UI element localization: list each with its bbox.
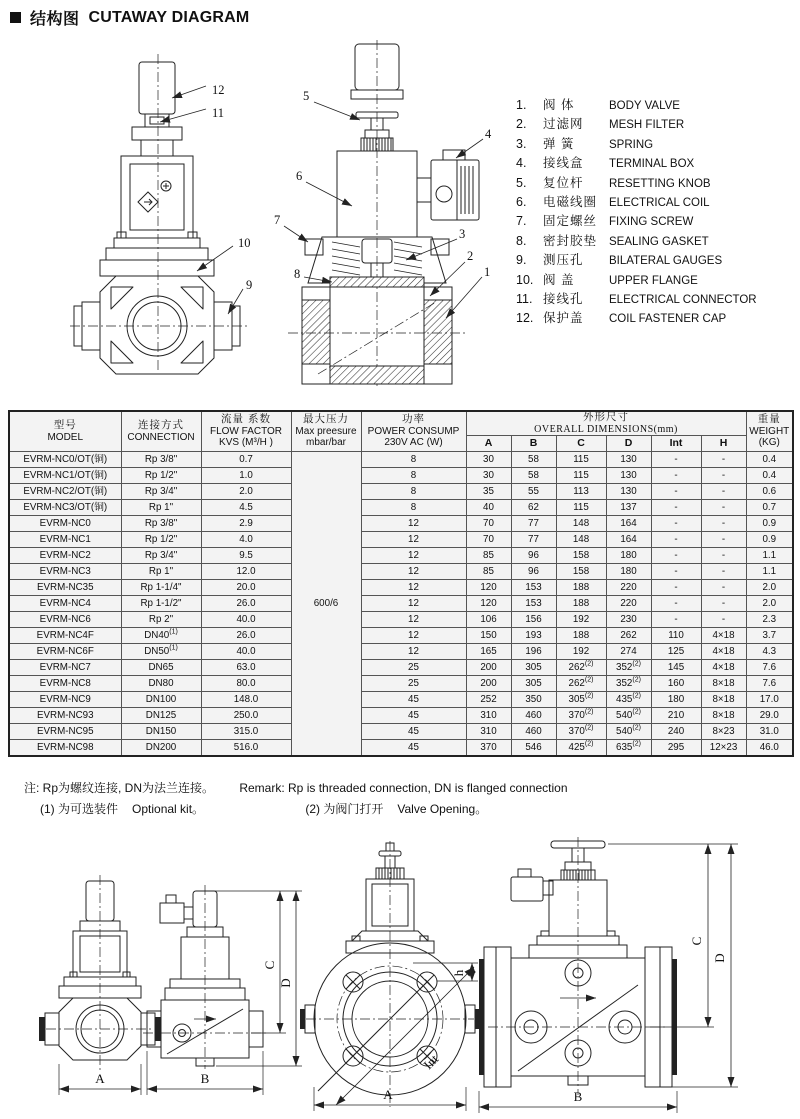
callout-7: 7 [274, 213, 281, 227]
valve-cutaway-section-drawing [274, 40, 492, 386]
col-connection: 连接方式 CONNECTION [121, 411, 201, 452]
cutaway-diagram-section [0, 36, 800, 406]
col-dim-d: D [606, 436, 651, 452]
part-item: 8. 密封胶垫 SEALING GASKET [516, 233, 709, 248]
col-dim-a: A [466, 436, 511, 452]
table-row: EVRM-NC1 Rp 1/2" 4.0 12 70 77 148 164 - - 0.9 [9, 532, 793, 548]
table-row: EVRM-NC0 Rp 3/8" 2.9 12 70 77 148 164 - - 0.9 [9, 516, 793, 532]
callout-12: 12 [212, 83, 225, 97]
parts-list [516, 96, 798, 329]
spec-table-section [8, 410, 792, 757]
col-group-dimensions: 外形尺寸 OVERALL DIMENSIONS(mm) [466, 411, 746, 436]
table-row: EVRM-NC1/OT(铜) Rp 1/2" 1.0 8 30 58 115 130 - - 0.4 [9, 468, 793, 484]
flanged-front-view-drawing [300, 841, 480, 1111]
dim-label-c2: C [689, 936, 704, 946]
col-dim-int: Int [651, 436, 701, 452]
part-item: 3. 弹 簧 SPRING [516, 136, 654, 151]
table-row: EVRM-NC3/OT(铜) Rp 1" 4.5 8 40 62 115 137 - - 0.7 [9, 500, 793, 516]
page-title-en: CUTAWAY DIAGRAM [88, 8, 250, 26]
threaded-side-view-drawing [143, 885, 302, 1095]
table-row: EVRM-NC7 DN65 63.0 25 200 305 262$^{(2)}$ 352$^{(2)}$ 145 4×18 7.6 [9, 660, 793, 676]
note2b: (2) 为阀门打开 Valve Opening。 [305, 802, 488, 816]
table-row: EVRM-NC6F DN50$^{(1)}$ 40.0 12 165 196 192 274 125 4×18 4.3 [9, 644, 793, 660]
cutaway-drawings-svg [0, 36, 515, 404]
table-row: EVRM-NC2/OT(铜) Rp 3/4" 2.0 8 35 55 113 130 - - 0.6 [9, 484, 793, 500]
col-max-pressure: 最大压力 Max preesure mbar/bar [291, 411, 361, 452]
table-row: EVRM-NC93 DN125 250.0 45 310 460 370$^{(2)}$ 540$^{(2)}$ 210 8×18 29.0 [9, 708, 793, 724]
table-row: EVRM-NC0/OT(铜) Rp 3/8" 0.7 600/6 8 30 58 115 130 - - 0.4 [9, 452, 793, 468]
dim-label-a2: A [383, 1087, 393, 1102]
callout-3: 3 [459, 227, 466, 241]
part-item: 1. 阀 体 BODY VALVE [516, 98, 680, 112]
callout-1: 1 [484, 265, 491, 279]
valve-front-view-drawing [70, 54, 252, 374]
col-flow-factor: 流量 系数 FLOW FACTOR KVS (M³/H ) [201, 411, 291, 452]
col-model: 型号 MODEL [9, 411, 121, 452]
part-item: 5. 复位杆 RESETTING KNOB [516, 175, 711, 190]
spec-table [8, 410, 794, 757]
part-item: 9. 测压孔 BILATERAL GAUGES [516, 253, 723, 268]
col-power: 功率 POWER CONSUMP 230V AC (W) [361, 411, 466, 452]
table-row: EVRM-NC3 Rp 1" 12.0 12 85 96 158 180 - - 1.1 [9, 564, 793, 580]
part-item: 6. 电磁线圈 ELECTRICAL COIL [516, 195, 710, 210]
part-item: 4. 接线盒 TERMINAL BOX [516, 156, 695, 171]
title-square-bullet-icon [10, 12, 21, 23]
pressure-merged-cell: 600/6 [291, 452, 361, 757]
table-row: EVRM-NC4F DN40$^{(1)}$ 26.0 12 150 193 188 262 110 4×18 3.7 [9, 628, 793, 644]
part-item: 11. 接线孔 ELECTRICAL CONNECTOR [516, 292, 757, 307]
page-title-cn: 结构图 [30, 11, 80, 28]
table-row: EVRM-NC98 DN200 516.0 45 370 546 425$^{(2)}$ 635$^{(2)}$ 295 12×23 46.0 [9, 740, 793, 757]
dimension-drawings-section [0, 833, 800, 1119]
note-line-2 [40, 799, 568, 820]
col-dim-h: H [701, 436, 746, 452]
part-item: 12. 保护盖 COIL FASTENER CAP [516, 311, 727, 326]
callout-8: 8 [294, 267, 301, 281]
dim-label-int: Int [420, 1051, 442, 1073]
part-item: 2. 过滤网 MESH FILTER [516, 117, 685, 132]
spec-table-body [9, 452, 793, 757]
dim-label-h: h [451, 969, 466, 977]
table-row: EVRM-NC95 DN150 315.0 45 310 460 370$^{(2)}$ 540$^{(2)}$ 240 8×23 31.0 [9, 724, 793, 740]
callout-2: 2 [467, 249, 474, 263]
table-row: EVRM-NC6 Rp 2" 40.0 12 106 156 192 230 - - 2.3 [9, 612, 793, 628]
col-weight: 重量 WEIGHT (KG) [746, 411, 793, 452]
callout-4: 4 [485, 127, 492, 141]
dimension-drawings-svg [0, 833, 800, 1119]
flanged-side-view-drawing [479, 837, 738, 1113]
col-dim-b: B [511, 436, 556, 452]
dim-label-c: C [262, 960, 277, 970]
threaded-front-view-drawing [39, 875, 161, 1095]
part-item: 10. 阀 盖 UPPER FLANGE [516, 272, 698, 287]
callout-9: 9 [246, 278, 253, 292]
table-row: EVRM-NC2 Rp 3/4" 9.5 12 85 96 158 180 - - 1.1 [9, 548, 793, 564]
table-row: EVRM-NC8 DN80 80.0 25 200 305 262$^{(2)}$ 352$^{(2)}$ 160 8×18 7.6 [9, 676, 793, 692]
dim-label-d: D [278, 978, 293, 988]
table-row: EVRM-NC4 Rp 1-1/2" 26.0 12 120 153 188 220 - - 2.0 [9, 596, 793, 612]
note1-en: Remark: Rp is threaded connection, DN is flanged connection [239, 781, 568, 795]
table-row: EVRM-NC9 DN100 148.0 45 252 350 305$^{(2)}$ 435$^{(2)}$ 180 8×18 17.0 [9, 692, 793, 708]
dim-label-d2: D [712, 953, 727, 963]
header-row [9, 411, 793, 436]
dim-label-a: A [95, 1071, 105, 1086]
note2a: (1) 为可选装件 Optional kit。 [40, 802, 205, 816]
callout-11: 11 [212, 106, 225, 120]
col-dim-c: C [556, 436, 606, 452]
part-item: 7. 固定螺丝 FIXING SCREW [516, 214, 694, 229]
table-notes [24, 778, 568, 820]
table-row: EVRM-NC35 Rp 1-1/4" 20.0 12 120 153 188 220 - - 2.0 [9, 580, 793, 596]
note1-cn: 注: Rp为螺纹连接, DN为法兰连接。 [24, 781, 215, 795]
note-line-1 [24, 778, 568, 799]
dim-label-b2: B [573, 1089, 583, 1104]
dim-label-b: B [200, 1071, 210, 1086]
callout-6: 6 [296, 169, 303, 183]
callout-10: 10 [238, 236, 251, 250]
page-title [10, 6, 249, 29]
callout-5: 5 [303, 89, 310, 103]
